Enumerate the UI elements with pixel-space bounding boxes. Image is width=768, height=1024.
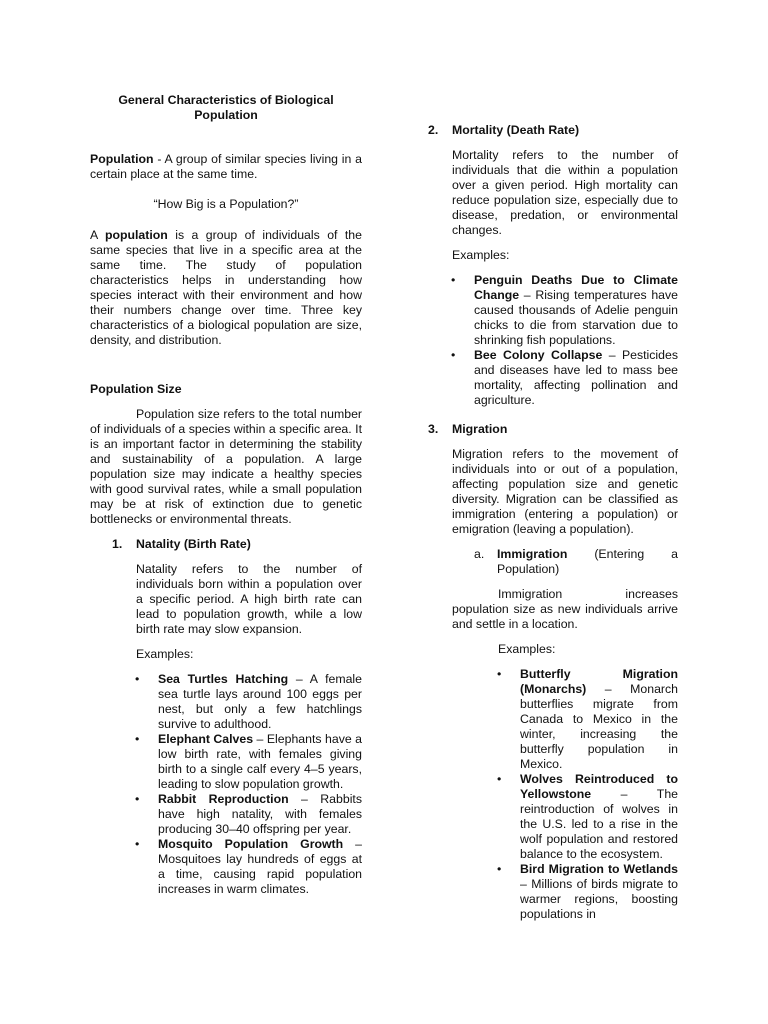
immigration-examples-list (520, 667, 678, 922)
question-quote: “How Big is a Population?” (153, 197, 299, 211)
migration-heading-text: Migration (452, 422, 508, 436)
example-text: – The reintroduction of wolves in the U.S. led to a rise in the wolf population and restored balance to the ecosystem. (520, 787, 678, 861)
population-size-paragraph: Population size refers to the total number of individuals of a species within a specific area. It is an important factor in determining the stability and sustainability of a population. A large population size may indicate a healthy species with good survival rates, while a small population may be at risk of extinction due to genetic bottlenecks or environmental threats. (90, 407, 362, 526)
example-term: Rabbit Reproduction (158, 792, 289, 806)
example-term: Elephant Calves (158, 732, 254, 746)
mortality-heading (428, 123, 678, 138)
left-column (90, 93, 362, 897)
definition-text: - A group of similar species living in a certain place at the same time. (90, 152, 362, 181)
natality-heading-text: Natality (Birth Rate) (136, 537, 251, 551)
example-term: Bee Colony Collapse (474, 348, 603, 362)
list-item (474, 348, 678, 408)
list-item (520, 862, 678, 922)
natality-paragraph: Natality refers to the number of individuals born within a population over a specific period. A high birth rate can lead to population growth, while a low birth rate may slow expansion. (136, 562, 362, 636)
document-title: General Characteristics of Biological Population (118, 93, 334, 122)
example-text: – Millions of birds migrate to warmer regions, boosting populations in (520, 877, 678, 921)
natality-body (136, 562, 362, 897)
example-term: Bird Migration to Wetlands (520, 862, 678, 876)
list-item (474, 273, 678, 348)
migration-body (452, 447, 678, 922)
example-term: Butterfly Migration (Monarchs) (520, 667, 678, 696)
immigration-title (497, 547, 678, 577)
list-item (158, 732, 362, 792)
list-item (520, 772, 678, 862)
example-text: – Elephants have a low birth rate, with females giving birth to a single calf every 4–5 years, leading to slow population growth. (158, 732, 363, 791)
intro-paragraph (90, 228, 362, 348)
example-term: Sea Turtles Hatching (158, 672, 289, 686)
list-item (158, 672, 362, 732)
intro-text: is a group of individuals of the same species that live in a specific area at the same time. The study of population characteristics helps in understanding how species interact with their environment and how their numbers change over time. Three key characteristics of a biological population are size, density, and distribution. (90, 228, 362, 347)
definition-term: Population (90, 152, 154, 166)
example-term: Penguin Deaths Due to Climate Change (474, 273, 678, 302)
immigration-examples-label: Examples: (498, 642, 556, 656)
mortality-paragraph: Mortality refers to the number of individuals that die within a population over a given period. High mortality can reduce population size, especially due to disease, predation, or environmental changes. (452, 148, 678, 237)
example-text: – Monarch butterflies migrate from Canada to Mexico in the winter, increasing the butterfly population in Mexico. (520, 682, 678, 771)
population-definition (90, 152, 362, 182)
example-text: – Pesticides and diseases have led to mass bee mortality, affecting pollination and agriculture. (474, 348, 678, 407)
mortality-examples-list (474, 273, 678, 408)
intro-pre: A (90, 228, 105, 242)
natality-examples-label: Examples: (136, 647, 194, 661)
example-term: Mosquito Population Growth (158, 837, 344, 851)
immigration-paragraph: Immigration increases population size as new individuals arrive and settle in a location. (452, 587, 678, 631)
example-text: – A female sea turtle lays around 100 eggs per nest, but only a few hatchlings survive to adulthood. (158, 672, 363, 731)
mortality-number: 2. (428, 123, 439, 137)
right-column (428, 123, 678, 922)
example-text: – Mosquitoes lay hundreds of eggs at a time, causing rapid population increases in warm climates. (158, 837, 362, 896)
mortality-body (452, 148, 678, 408)
immigration-subtitle: (Entering a Population) (497, 547, 678, 576)
mortality-examples-label: Examples: (452, 248, 510, 262)
population-size-heading: Population Size (90, 382, 182, 396)
intro-term: population (104, 228, 168, 242)
migration-heading (428, 422, 678, 437)
immigration-term: Immigration (497, 547, 568, 561)
list-item (158, 837, 362, 897)
list-item (158, 792, 362, 837)
list-item (520, 667, 678, 772)
example-text: – Rabbits have high natality, with females producing 30–40 offspring per year. (158, 792, 362, 836)
immigration-letter: a. (474, 547, 485, 561)
natality-examples-list (158, 672, 362, 897)
immigration-heading (474, 547, 678, 577)
natality-number: 1. (112, 537, 123, 551)
natality-heading (112, 537, 362, 552)
example-text: – Rising temperatures have caused thousands of Adelie penguin chicks to die from starvation due to shrinking fish populations. (474, 288, 678, 347)
migration-paragraph: Migration refers to the movement of individuals into or out of a population, affecting population size and genetic diversity. Migration can be classified as immigration (entering a population) or emigration (leaving a population). (452, 447, 678, 536)
example-term: Wolves Reintroduced to Yellowstone (520, 772, 678, 801)
mortality-heading-text: Mortality (Death Rate) (452, 123, 580, 137)
migration-number: 3. (428, 422, 439, 436)
